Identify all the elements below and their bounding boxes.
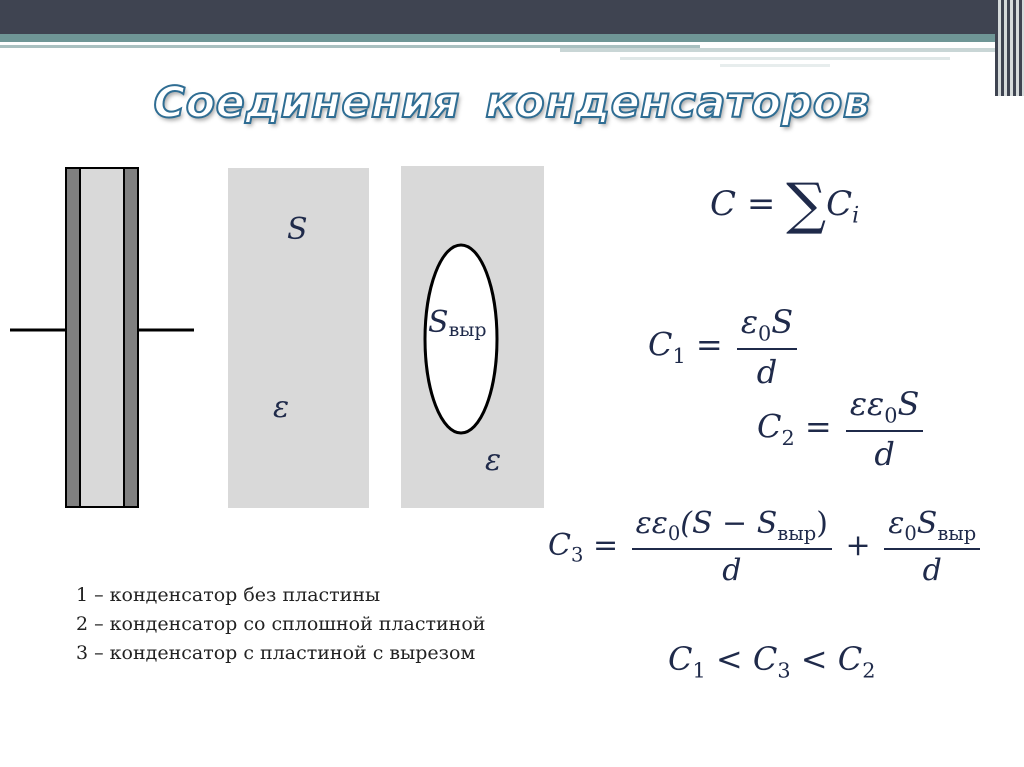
legend [76,581,485,668]
label-area-s: S [287,212,308,247]
fraction-c2: $\frac{\varepsilon\varepsilon_0S}{d}$ [846,385,924,473]
fraction-c1: $\frac{\varepsilon_0S}{d}$ [737,303,797,391]
left-electrode [66,168,80,507]
formula-c3: $C_3$ = $\frac{\varepsilon\varepsilon_0(S - S_{выр})}{d}$ + $\frac{\varepsilon_0S_{выр}}{d}$ [548,506,984,588]
formula-c2: $C_2$ = $\frac{\varepsilon\varepsilon_0S}{d}$ [757,385,927,473]
legend-item: 3 – конденсатор с пластиной с вырезом [76,642,476,664]
formula-c1: $C_1$ = $\frac{\varepsilon_0S}{d}$ [648,303,801,391]
legend-item: 2 – конденсатор со сплошной пластиной [76,613,486,635]
slide-title: Соединения конденсаторов [153,78,871,128]
fraction-c3-first: $\frac{\varepsilon\varepsilon_0(S - S_{выр})}{d}$ [632,506,832,588]
fraction-c3-second: $\frac{\varepsilon_0S_{выр}}{d}$ [884,506,980,588]
label-epsilon-cut: ε [485,443,502,478]
formula-sum: $C = \sum C_i$ [710,172,860,237]
capacitor-gap [80,168,124,507]
legend-item: 1 – конденсатор без пластины [76,584,381,606]
right-electrode [124,168,138,507]
formula-inequality: $C_1 < C_3 < C_2$ [668,640,876,683]
label-area-cut: $S_{выр}$ [428,305,487,341]
label-epsilon-solid: ε [273,390,290,425]
